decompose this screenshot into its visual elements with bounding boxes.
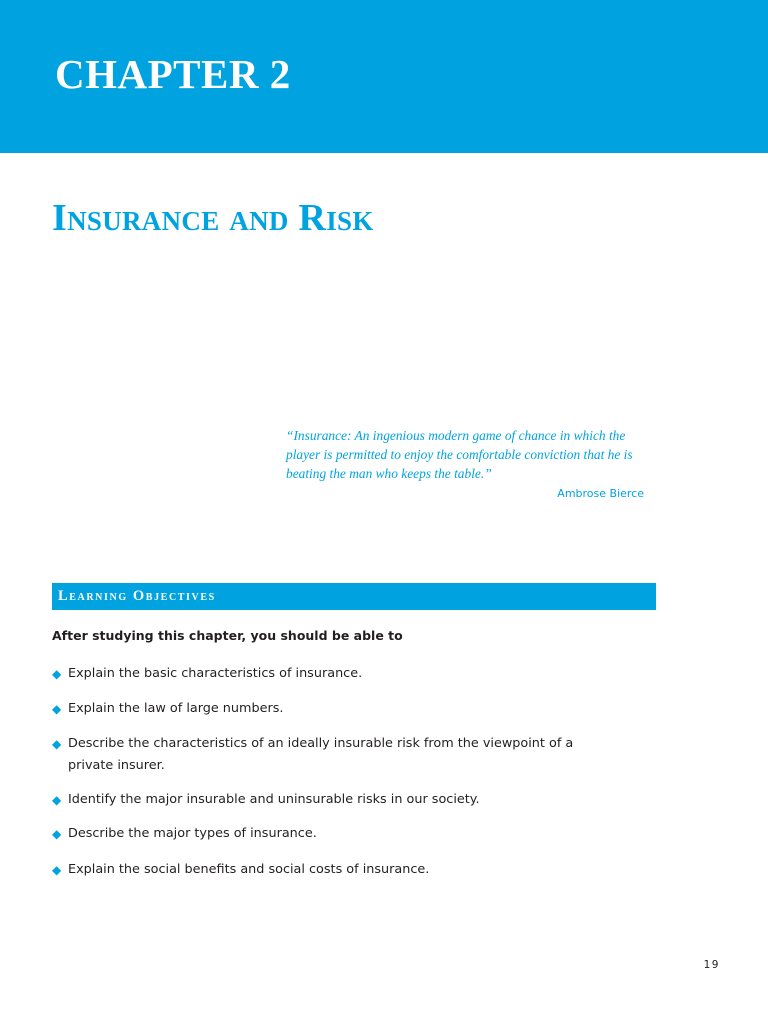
epigraph-author: Ambrose Bierce — [557, 487, 644, 500]
objective-text: Explain the law of large numbers. — [68, 701, 284, 716]
list-item — [52, 859, 612, 881]
objective-text: Describe the characteristics of an ideally insurable risk from the viewpoint of a private insurer. — [68, 736, 574, 773]
chapter-label: CHAPTER 2 — [55, 51, 291, 97]
learning-objectives-bar — [52, 583, 656, 610]
list-item — [52, 733, 612, 777]
list-item — [52, 789, 612, 811]
diamond-bullet-icon: ◆ — [52, 702, 62, 716]
objective-text: Explain the social benefits and social costs of insurance. — [68, 862, 430, 877]
objective-text: Explain the basic characteristics of insurance. — [68, 666, 363, 681]
chapter-banner — [0, 0, 768, 153]
objectives-intro: After studying this chapter, you should be able to — [52, 628, 403, 643]
epigraph-quote: “Insurance: An ingenious modern game of chance in which the player is permitted to enjoy the comfortable conviction that he is beating the man who keeps the table.” — [286, 428, 633, 481]
list-item — [52, 823, 612, 845]
list-item — [52, 698, 612, 720]
learning-objectives-heading: Learning Objectives — [58, 588, 216, 604]
list-item — [52, 663, 612, 685]
diamond-bullet-icon: ◆ — [52, 667, 62, 681]
objective-text: Identify the major insurable and uninsurable risks in our society. — [68, 792, 480, 807]
diamond-bullet-icon: ◆ — [52, 793, 62, 807]
objective-text: Describe the major types of insurance. — [68, 826, 317, 841]
diamond-bullet-icon: ◆ — [52, 737, 62, 751]
diamond-bullet-icon: ◆ — [52, 863, 62, 877]
page-number: 19 — [703, 959, 720, 971]
chapter-title: Insurance and Risk — [52, 197, 374, 239]
diamond-bullet-icon: ◆ — [52, 827, 62, 841]
epigraph — [286, 426, 646, 501]
